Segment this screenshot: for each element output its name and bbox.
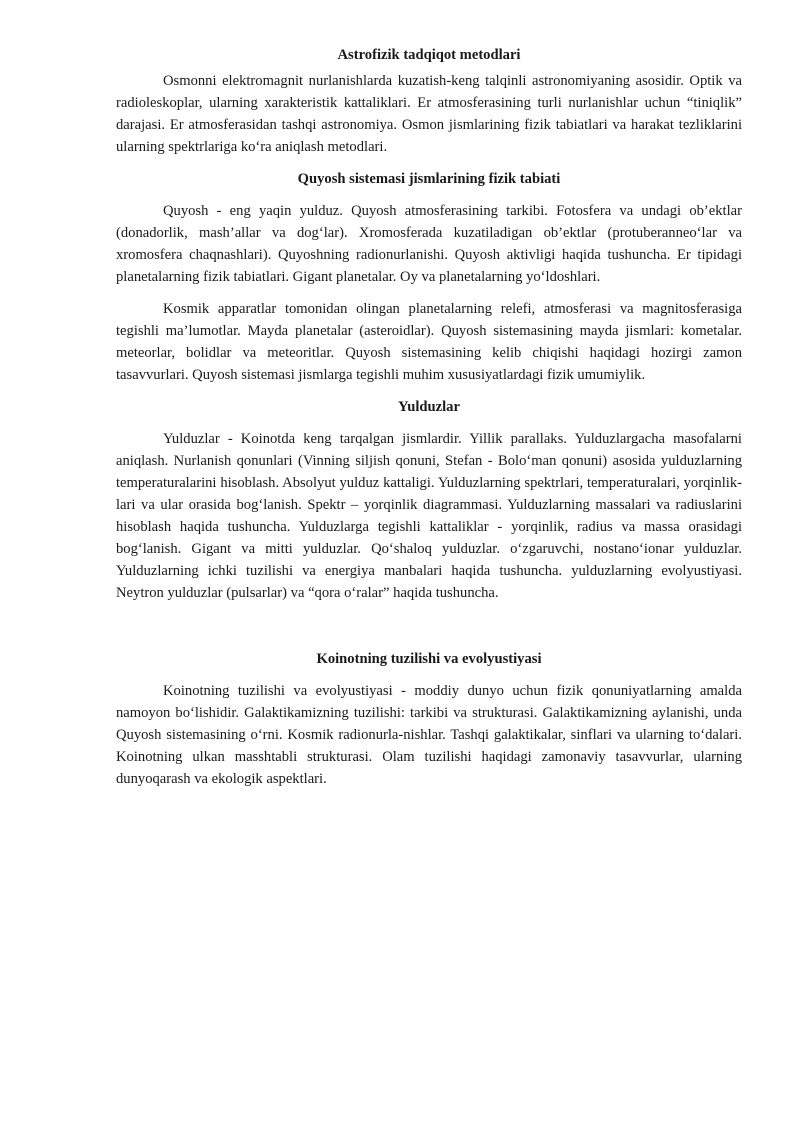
paragraph: Koinotning tuzilishi va evolyustiyasi - moddiy dunyo uchun fizik qonuniyatlarning amalda namoyon bo‘lishidir. Galaktikamizning tuzilishi: tarkibi va strukturasi. Galaktikamizning aylanishi, unda Quyosh sistemasining o‘rni. Kosmik radionurla-nishlar. Tashqi galaktikalar, sinflari va ularning to‘dalari. Koinotning ulkan masshtabli strukturasi. Olam tuzilishi haqidagi zamonaviy tasavvurlar, ularning dunyoqarash va ekologik aspektlari. [116,683,742,787]
section-title-universe-structure: Koinotning tuzilishi va evolyustiyasi [316,651,542,667]
document-page [116,44,742,790]
paragraph: Quyosh - eng yaqin yulduz. Quyosh atmosferasining tarkibi. Fotosfera va undagi ob’ektlar (donadorlik, mash’allar va dog‘lar). Xromosferada kuzatiladigan ob’ektlar (protuberanneo‘lar va xromosfera chaqnashlari). Quyoshning radionurlanishi. Quyosh aktivligi haqida tushuncha. Er tipidagi planetalarning fizik tabiatlari. Gigant planetalar. Oy va planetalarning yo‘ldoshlari. [116,203,742,285]
section-title-solar-system: Quyosh sistemasi jismlarining fizik tabiati [297,171,561,187]
paragraph: Osmonni elektromagnit nurlanishlarda kuzatish-keng talqinli astronomiyaning asosidir. Optik va radioleskoplar, ularning xarakteristik kattaliklari. Er atmosferasining turli nurlanishlar uchun “tiniqlik” darajasi. Er atmosferasidan tashqi astronomiya. Osmon jismlarining fizik tabiatlari va harakat tezliklarini ularning spektrlariga ko‘ra aniqlash metodlari. [116,73,742,155]
paragraph: Kosmik apparatlar tomonidan olingan planetalarning relefi, atmosferasi va magnitosferasiga tegishli ma’lumotlar. Mayda planetalar (asteroidlar). Quyosh sistemasining mayda jismlari: kometalar. meteorlar, bolidlar va meteoritlar. Quyosh sistemasining kelib chiqishi haqidagi hozirgi zamon tasavvurlari. Quyosh sistemasi jismlarga tegishli muhim xususiyatlardagi fizik umumiylik. [116,301,742,383]
section-title-astrophysics-methods: Astrofizik tadqiqot metodlari [337,47,521,63]
paragraph: Yulduzlar - Koinotda keng tarqalgan jismlardir. Yillik parallaks. Yulduzlargacha masofalarni aniqlash. Nurlanish qonunlari (Vinning siljish qonuni, Stefan - Bolo‘man qonuni) asosida yulduzlarning temperaturalarini hisoblash. Absolyut yulduz kattaligi. Yulduzlarning spektrlari, temperaturalari, yorqinlik-lari va ular orasida bog‘lanish. Spektr – yorqinlik diagrammasi. Yulduzlarning massalari va radiuslarini hisoblash haqida tushuncha. Yulduzlarga tegishli kattaliklar - yorqinlik, radius va massa orasidagi bog‘lanish. Gigant va mitti yulduzlar. Qo‘shaloq yulduzlar. o‘zgaruvchi, nostano‘ionar yulduzlar. Yulduzlarning ichki tuzilishi va energiya manbalari haqida tushuncha. yulduzlarning evolyustiyasi. Neytron yulduzlar (pulsarlar) va “qora o‘ralar” haqida tushuncha. [116,431,742,601]
section-title-stars: Yulduzlar [398,399,460,415]
